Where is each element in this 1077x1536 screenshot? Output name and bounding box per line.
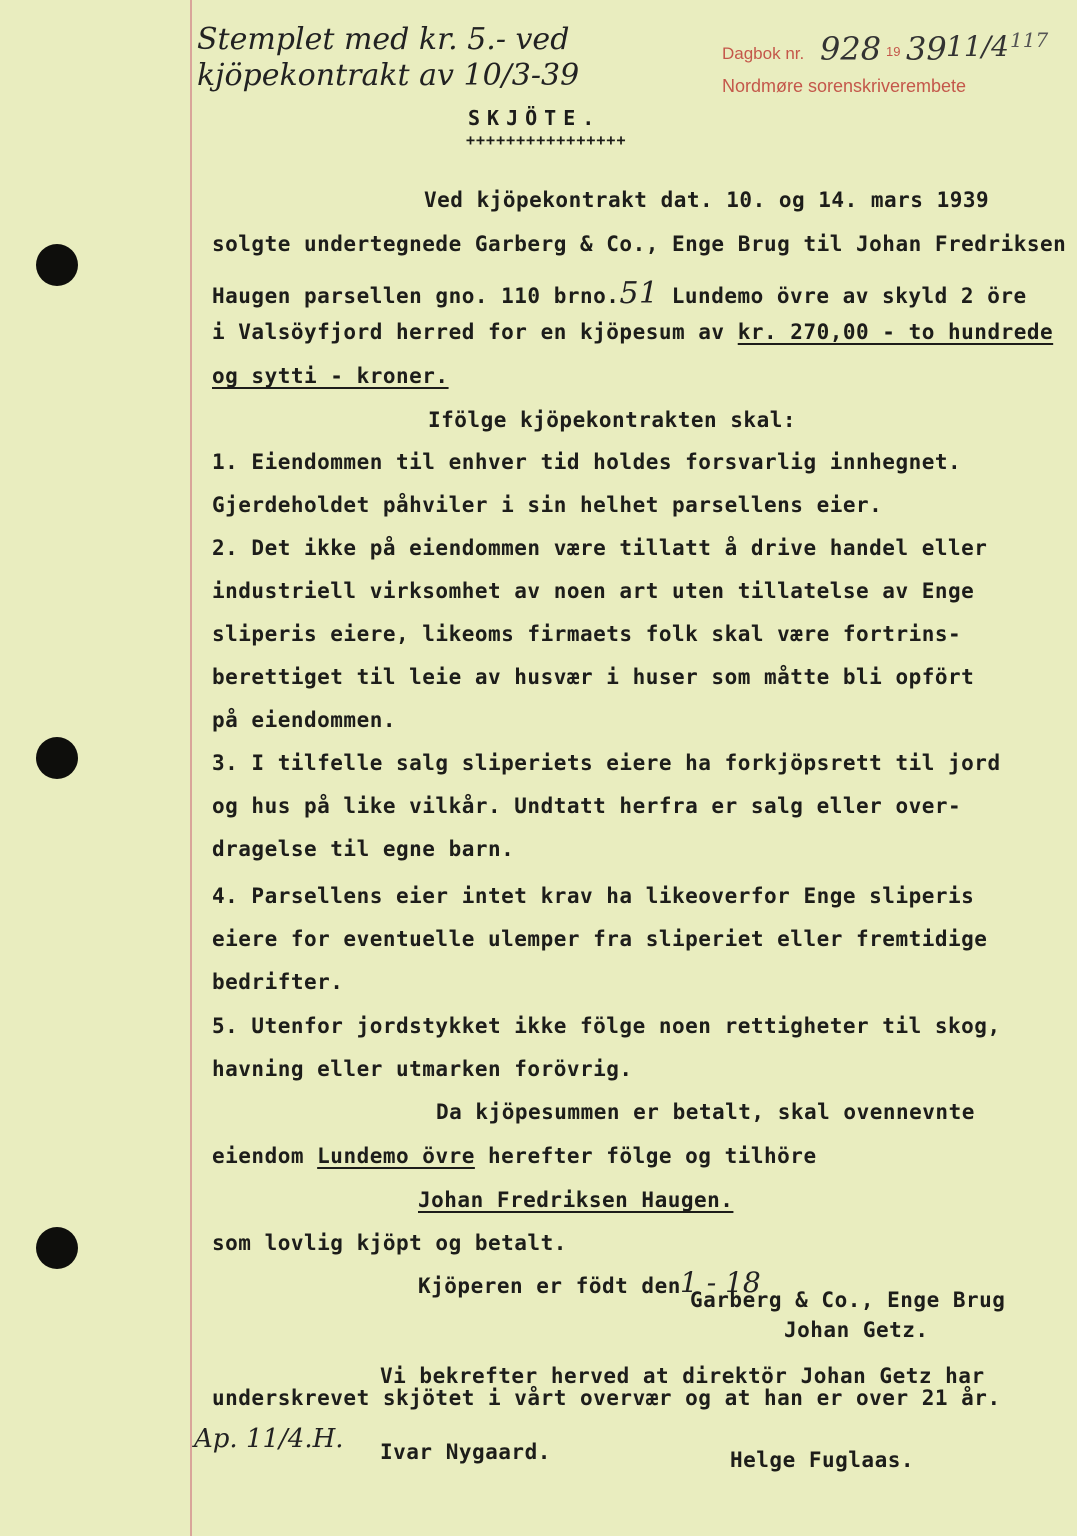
condition-line: på eiendommen. <box>212 708 397 732</box>
intro-line-3-b: Lundemo övre av skyld 2 öre <box>658 284 1027 308</box>
document-title: SKJÖTE. <box>468 106 602 130</box>
witness-1: Ivar Nygaard. <box>380 1440 551 1464</box>
binder-hole-bottom <box>36 1227 78 1269</box>
seller-firm: Garberg & Co., Enge Brug <box>690 1288 1006 1312</box>
intro-line-3 <box>212 276 1027 311</box>
dagbok-suffix: 19 <box>886 44 901 59</box>
buyer-name: Johan Fredriksen Haugen. <box>418 1188 734 1212</box>
intro-line-4-a: i Valsöyfjord herred for en kjöpesum av <box>212 320 738 344</box>
brno-handwritten: 51 <box>619 276 659 311</box>
condition-line: 4. Parsellens eier intet krav ha likeoverfor Enge sliperis <box>212 884 975 908</box>
condition-line: industriell virksomhet av noen art uten tillatelse av Enge <box>212 579 975 603</box>
witness-statement-line-2: underskrevet skjötet i vårt overvær og at han er over 21 år. <box>212 1386 1001 1410</box>
witness-statement-line-1: Vi bekrefter herved at direktör Johan Getz har <box>380 1364 985 1388</box>
condition-line: 2. Det ikke på eiendommen være tillatt å drive handel eller <box>212 536 988 560</box>
margin-note-handwritten: Ap. 11/4.H. <box>194 1424 344 1454</box>
closing-line-2-a: eiendom <box>212 1144 318 1168</box>
condition-line: dragelse til egne barn. <box>212 837 515 861</box>
binder-hole-middle <box>36 737 78 779</box>
intro-line-3-a: Haugen parsellen gno. 110 brno. <box>212 284 620 308</box>
condition-line: Gjerdeholdet påhviler i sin helhet parsellens eier. <box>212 493 883 517</box>
condition-line: 3. I tilfelle salg sliperiets eiere ha forkjöpsrett til jord <box>212 751 1001 775</box>
condition-line: havning eller utmarken forövrig. <box>212 1057 633 1081</box>
condition-line: 1. Eiendommen til enhver tid holdes forsvarlig innhegnet. <box>212 450 962 474</box>
handwritten-note-line1: Stemplet med kr. 5.- ved <box>197 22 570 57</box>
condition-line: eiere for eventuelle ulemper fra sliperiet eller fremtidige <box>212 927 988 951</box>
title-underline: ++++++++++++++++ <box>466 131 627 149</box>
closing-line-4: som lovlig kjöpt og betalt. <box>212 1231 567 1255</box>
condition-line: bedrifter. <box>212 970 344 994</box>
dagbok-label: Dagbok nr. <box>722 44 805 63</box>
dagbok-date: 11/4 <box>946 30 1009 63</box>
purchase-price: kr. 270,00 - to hundrede <box>737 320 1054 344</box>
office-stamp: Nordmøre sorenskriverembete <box>722 76 967 96</box>
conditions-heading: Ifölge kjöpekontrakten skal: <box>428 408 797 432</box>
condition-line: sliperis eiere, likeoms firmaets folk skal være fortrins- <box>212 622 962 646</box>
property-name: Lundemo övre <box>317 1144 475 1168</box>
intro-line-4 <box>212 320 1053 344</box>
condition-line: og hus på like vilkår. Undtatt herfra er salg eller over- <box>212 794 962 818</box>
dagbok-number: 928 <box>820 30 882 68</box>
dagbok-stamp <box>722 44 804 64</box>
condition-line: berettiget til leie av husvær i huser som måtte bli opfört <box>212 665 975 689</box>
closing-line-1: Da kjöpesummen er betalt, skal ovennevnte <box>436 1100 975 1124</box>
page-number: 117 <box>1010 28 1049 52</box>
born-label: Kjöperen er födt den <box>418 1274 681 1298</box>
condition-line: 5. Utenfor jordstykket ikke fölge noen rettigheter til skog, <box>212 1014 1001 1038</box>
closing-line-2 <box>212 1144 817 1168</box>
seller-name: Johan Getz. <box>784 1318 929 1342</box>
intro-line-1: Ved kjöpekontrakt dat. 10. og 14. mars 1939 <box>424 188 990 212</box>
closing-line-2-b: herefter fölge og tilhöre <box>474 1144 817 1168</box>
intro-line-5: og sytti - kroner. <box>212 364 449 388</box>
binder-hole-top <box>36 244 78 286</box>
intro-line-2: solgte undertegnede Garberg & Co., Enge Brug til Johan Fredriksen <box>212 232 1067 256</box>
born-date-handwritten: 1 - 18 <box>680 1266 761 1299</box>
dagbok-year: 39 <box>906 30 947 68</box>
handwritten-note-line2: kjöpekontrakt av 10/3-39 <box>197 58 580 93</box>
witness-2: Helge Fuglaas. <box>730 1448 915 1472</box>
margin-rule <box>190 0 192 1536</box>
